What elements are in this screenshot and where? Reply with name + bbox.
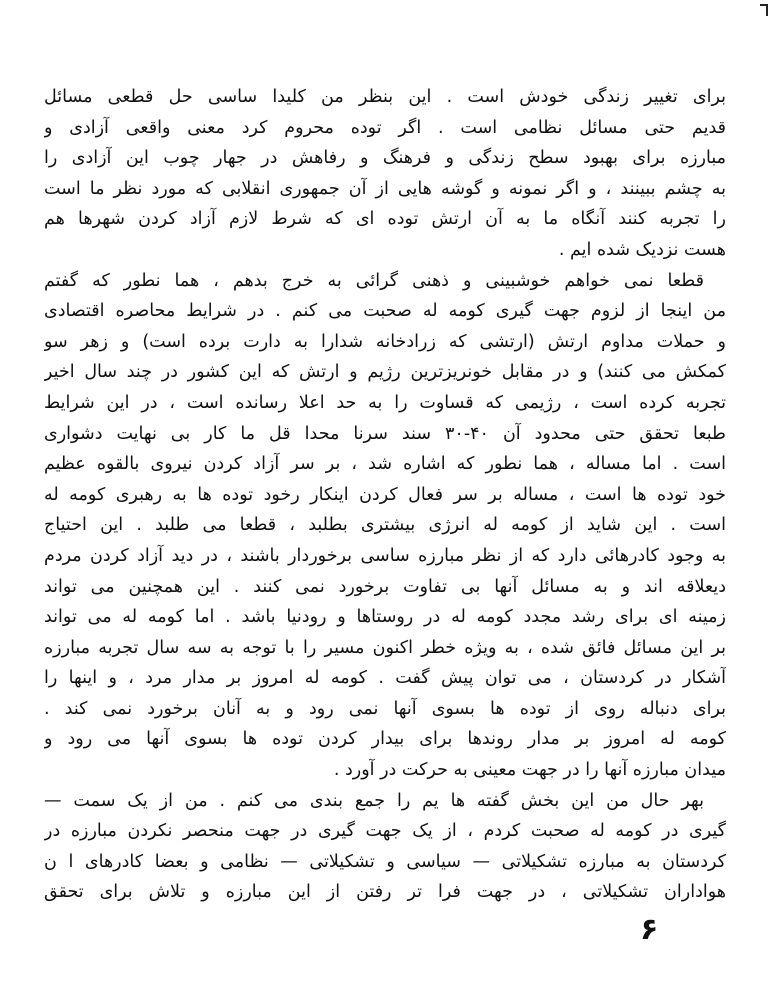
text-line: آشکار در کردستان ، می توان پیش گفت . کومه له امروز بر مدار مرد ، و اینها را [44, 668, 726, 689]
text-line: کمکش می کنند) و در مقابل خونریزترین رژیم و ارتش که این کشور در چند سال اخیر [44, 362, 726, 383]
text-line: هست نزدیک شده ایم . [558, 239, 726, 260]
text-line: است . اما مساله ، هما نطور که اشاره شد ، بر سر آزاد کردن نیروی بالقوه عظیم [44, 454, 726, 475]
text-line: به چشم ببینند ، و اگر نمونه و گوشه هایی از آن جمهوری انقلابی که مورد نظر ما است [44, 178, 726, 199]
corner-mark [760, 4, 768, 16]
text-line: کومه له امروز بر مدار روندها برای بیدار کردن توده ها بسوی آنها می رود و [44, 729, 726, 750]
text-line: به وجود کادرهائی دارد که از نظر مبارزه ساسی برخوردار باشند ، در دید آزاد کردن مردم [44, 545, 726, 566]
text-line: است . این شاید از کومه له انرژی بیشتری بطلبد ، قطعا می طلبد . این احتیاج [44, 515, 726, 536]
text-line: من اینجا از لزوم جهت گیری کومه له صحبت می کنم . در شرایط محاصره اقتصادی [44, 301, 726, 322]
text-line: میدان مبارزه آنها را در جهت معینی به حرکت در آورد . [333, 760, 726, 781]
text-line: تجربه کرده است ، رژیمی که قساوت را به حد اعلا رسانده است ، در این شرایط [44, 392, 726, 413]
text-line: قطعا نمی خواهم خوشبینی و ذهنی گرائی به خرج بدهم ، هما نطور که گفتم [44, 270, 704, 291]
text-line: بهر حال من این بخش گفته ها یم را جمع بندی می کنم . من از یک سمت — [44, 790, 704, 811]
text-line: برای تغییر زندگی خودش است . این بنظر من کلیدا ساسی حل قطعی مسائل [44, 87, 726, 107]
page-number: ۶ [640, 912, 659, 947]
text-line: گیری در کومه له صحبت کردم ، از یک جهت گیری در جهت منحصر نکردن مبارزه در [44, 821, 726, 842]
text-line: را تجربه کنند آنگاه ما به آن ارتش توده ای که شرط لازم آزاد کردن شهرها هم [44, 209, 726, 230]
text-line: و حملات مداوم ارتش (ارتشی که زرادخانه شدارا به دارت برده است) و زهر سو [44, 331, 726, 352]
text-line: طبعا تحقق حتی محدود آن ۴۰-۳۰ سند سرنا محدا قل ما کار بی نهایت دشواری [44, 423, 726, 444]
text-line: زمینه ای برای رشد مجدد کومه له در روستاها و رودنیا باشد . اما کومه له می تواند [44, 607, 726, 628]
body-text [44, 82, 726, 908]
text-line: خود توده ها است ، مساله بر سر فعال کردن اینکار رخود توده ها به رهبری کومه له [44, 484, 726, 505]
text-line: برای دنباله روی از توده ها بسوی آنها نمی رود و به آنان برخورد نمی کند . [44, 698, 726, 719]
text-line: بر این مسائل فائق شده ، به ویژه خطر اکنون مسیر را با توجه به سه سال تجربه مبارزه [44, 637, 726, 658]
text-line: دیعلاقه اند و به مسائل آنها بی تفاوت برخورد نمی کنند . این همچنین می تواند [44, 576, 726, 597]
text-line: مبارزه برای بهبود سطح زندگی و فرهنگ و رفاهش در جهار چوب این آزادی را [44, 148, 726, 169]
text-line: قدیم حتی مسائل نظامی است . اگر توده محروم کرد معنی واقعی آزادی و [44, 117, 726, 138]
text-line: هواداران تشکیلاتی ، در جهت فرا تر رفتن از این مبارزه و تلاش برای تحقق [44, 882, 726, 903]
text-line: کردستان به مبارزه تشکیلاتی — سیاسی و تشکیلاتی — نظامی و بعضا کادرهای ا ن [44, 851, 726, 872]
